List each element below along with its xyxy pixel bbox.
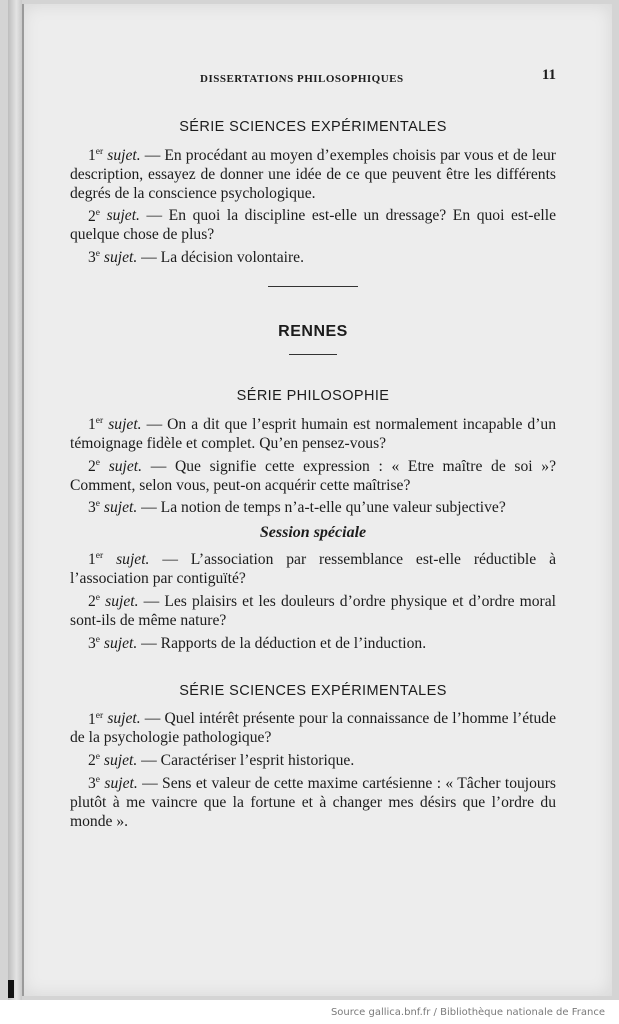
running-head (70, 66, 556, 86)
section-session-speciale (70, 524, 556, 653)
scan-mark (8, 980, 14, 998)
section-sciences-experimentales-2 (70, 682, 556, 832)
subject-item: 3e sujet. — La notion de temps n’a-t-elle qu’une valeur subjective? (88, 499, 506, 517)
subject-item: 2e sujet. — Les plaisirs et les douleurs d’ordre physique et d’ordre moral sont-ils de même nature? (70, 592, 556, 629)
session-heading: Session spéciale (259, 524, 367, 542)
subject-item: 1er sujet. — L’association par ressemblance est-elle réductible à l’association par contiguïté? (70, 551, 556, 588)
page-edge-line (22, 4, 24, 996)
series-heading: SÉRIE PHILOSOPHIE (236, 387, 390, 404)
series-heading: SÉRIE SCIENCES EXPÉRIMENTALES (179, 119, 447, 135)
source-footer: Source gallica.bnf.fr / Bibliothèque nationale de France (330, 1007, 605, 1018)
subject-item: 2e sujet. — Caractériser l’esprit historique. (88, 752, 355, 770)
section-sciences-experimentales-1 (70, 118, 556, 268)
page-binding-edge (8, 0, 22, 1000)
section-divider (268, 286, 358, 287)
series-heading: SÉRIE SCIENCES EXPÉRIMENTALES (179, 682, 447, 699)
subject-item: 3e sujet. — Rapports de la déduction et de l’induction. (88, 634, 427, 652)
subject-item: 2e sujet. — Que signifie cette expression : « Etre maître de soi »? Comment, selon vous, peut-on acquérir cette maîtrise? (70, 457, 556, 494)
section-philosophie (70, 387, 556, 518)
subject-item: 3e sujet. — La décision volontaire. (88, 249, 305, 267)
subject-item: 1er sujet. — Quel intérêt présente pour la connaissance de l’homme l’étude de la psychologie pathologique? (70, 710, 556, 747)
page-number: 11 (541, 67, 556, 83)
city-underline (289, 354, 337, 355)
running-title: DISSERTATIONS PHILOSOPHIQUES (200, 73, 404, 85)
subject-item: 3e sujet. — Sens et valeur de cette maxime cartésienne : « Tâcher toujours plutôt à me vaincre que la fortune et à changer mes désirs que l’ordre du monde ». (70, 775, 556, 830)
page-content (70, 66, 556, 832)
city-heading: RENNES (278, 323, 348, 341)
subject-item: 2e sujet. — En quoi la discipline est-elle un dressage? En quoi est-elle quelque chose de plus? (70, 207, 556, 244)
subject-item: 1er sujet. — En procédant au moyen d’exemples choisis par vous et de leur description, essayez de donner une idée de ce que peuvent être les différents degrés de la conscience psychologique. (70, 146, 556, 202)
subject-item: 1er sujet. — On a dit que l’esprit humain est normalement incapable d’un témoignage fidèle et complet. Qu’en pensez-vous? (70, 415, 557, 452)
